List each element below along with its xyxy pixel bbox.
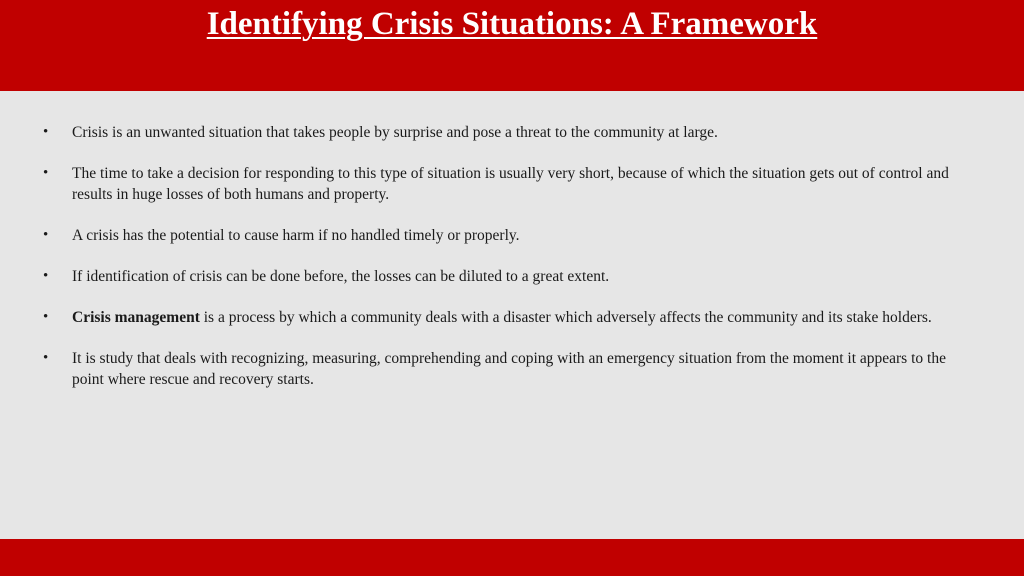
bullet-text: is a process by which a community deals with a disaster which adversely affects the community and its stake holders. — [199, 309, 932, 326]
bullet-item — [0, 307, 1024, 328]
bullet-text: If identification of crisis can be done before, the losses can be diluted to a great extent. — [72, 268, 610, 285]
bullet-text: A crisis has the potential to cause harm if no handled timely or properly. — [72, 227, 520, 244]
bullet-item — [0, 122, 1024, 143]
bullet-icon: • — [43, 227, 49, 243]
slide-title: Identifying Crisis Situations: A Framework — [206, 6, 818, 42]
bullet-text: The time to take a decision for responding to this type of situation is usually very short, because of which the situation gets out of control and results in huge losses of both humans and property. — [72, 165, 949, 203]
bullet-list — [0, 122, 1024, 410]
footer-bar — [0, 539, 1024, 576]
bullet-icon: • — [43, 350, 49, 366]
bullet-item — [0, 163, 1024, 205]
bullet-icon: • — [43, 268, 49, 284]
bullet-icon: • — [43, 309, 49, 325]
bullet-icon: • — [43, 165, 49, 181]
bullet-text: Crisis is an unwanted situation that takes people by surprise and pose a threat to the community at large. — [72, 124, 718, 141]
bullet-item — [0, 225, 1024, 246]
bullet-item — [0, 348, 1024, 390]
bullet-icon: • — [43, 124, 49, 140]
bullet-item — [0, 266, 1024, 287]
title-banner — [0, 0, 1024, 91]
bullet-bold-term: Crisis management — [72, 309, 200, 326]
bullet-text: It is study that deals with recognizing, measuring, comprehending and coping with an emergency situation from the moment it appears to the point where rescue and recovery starts. — [72, 350, 946, 388]
